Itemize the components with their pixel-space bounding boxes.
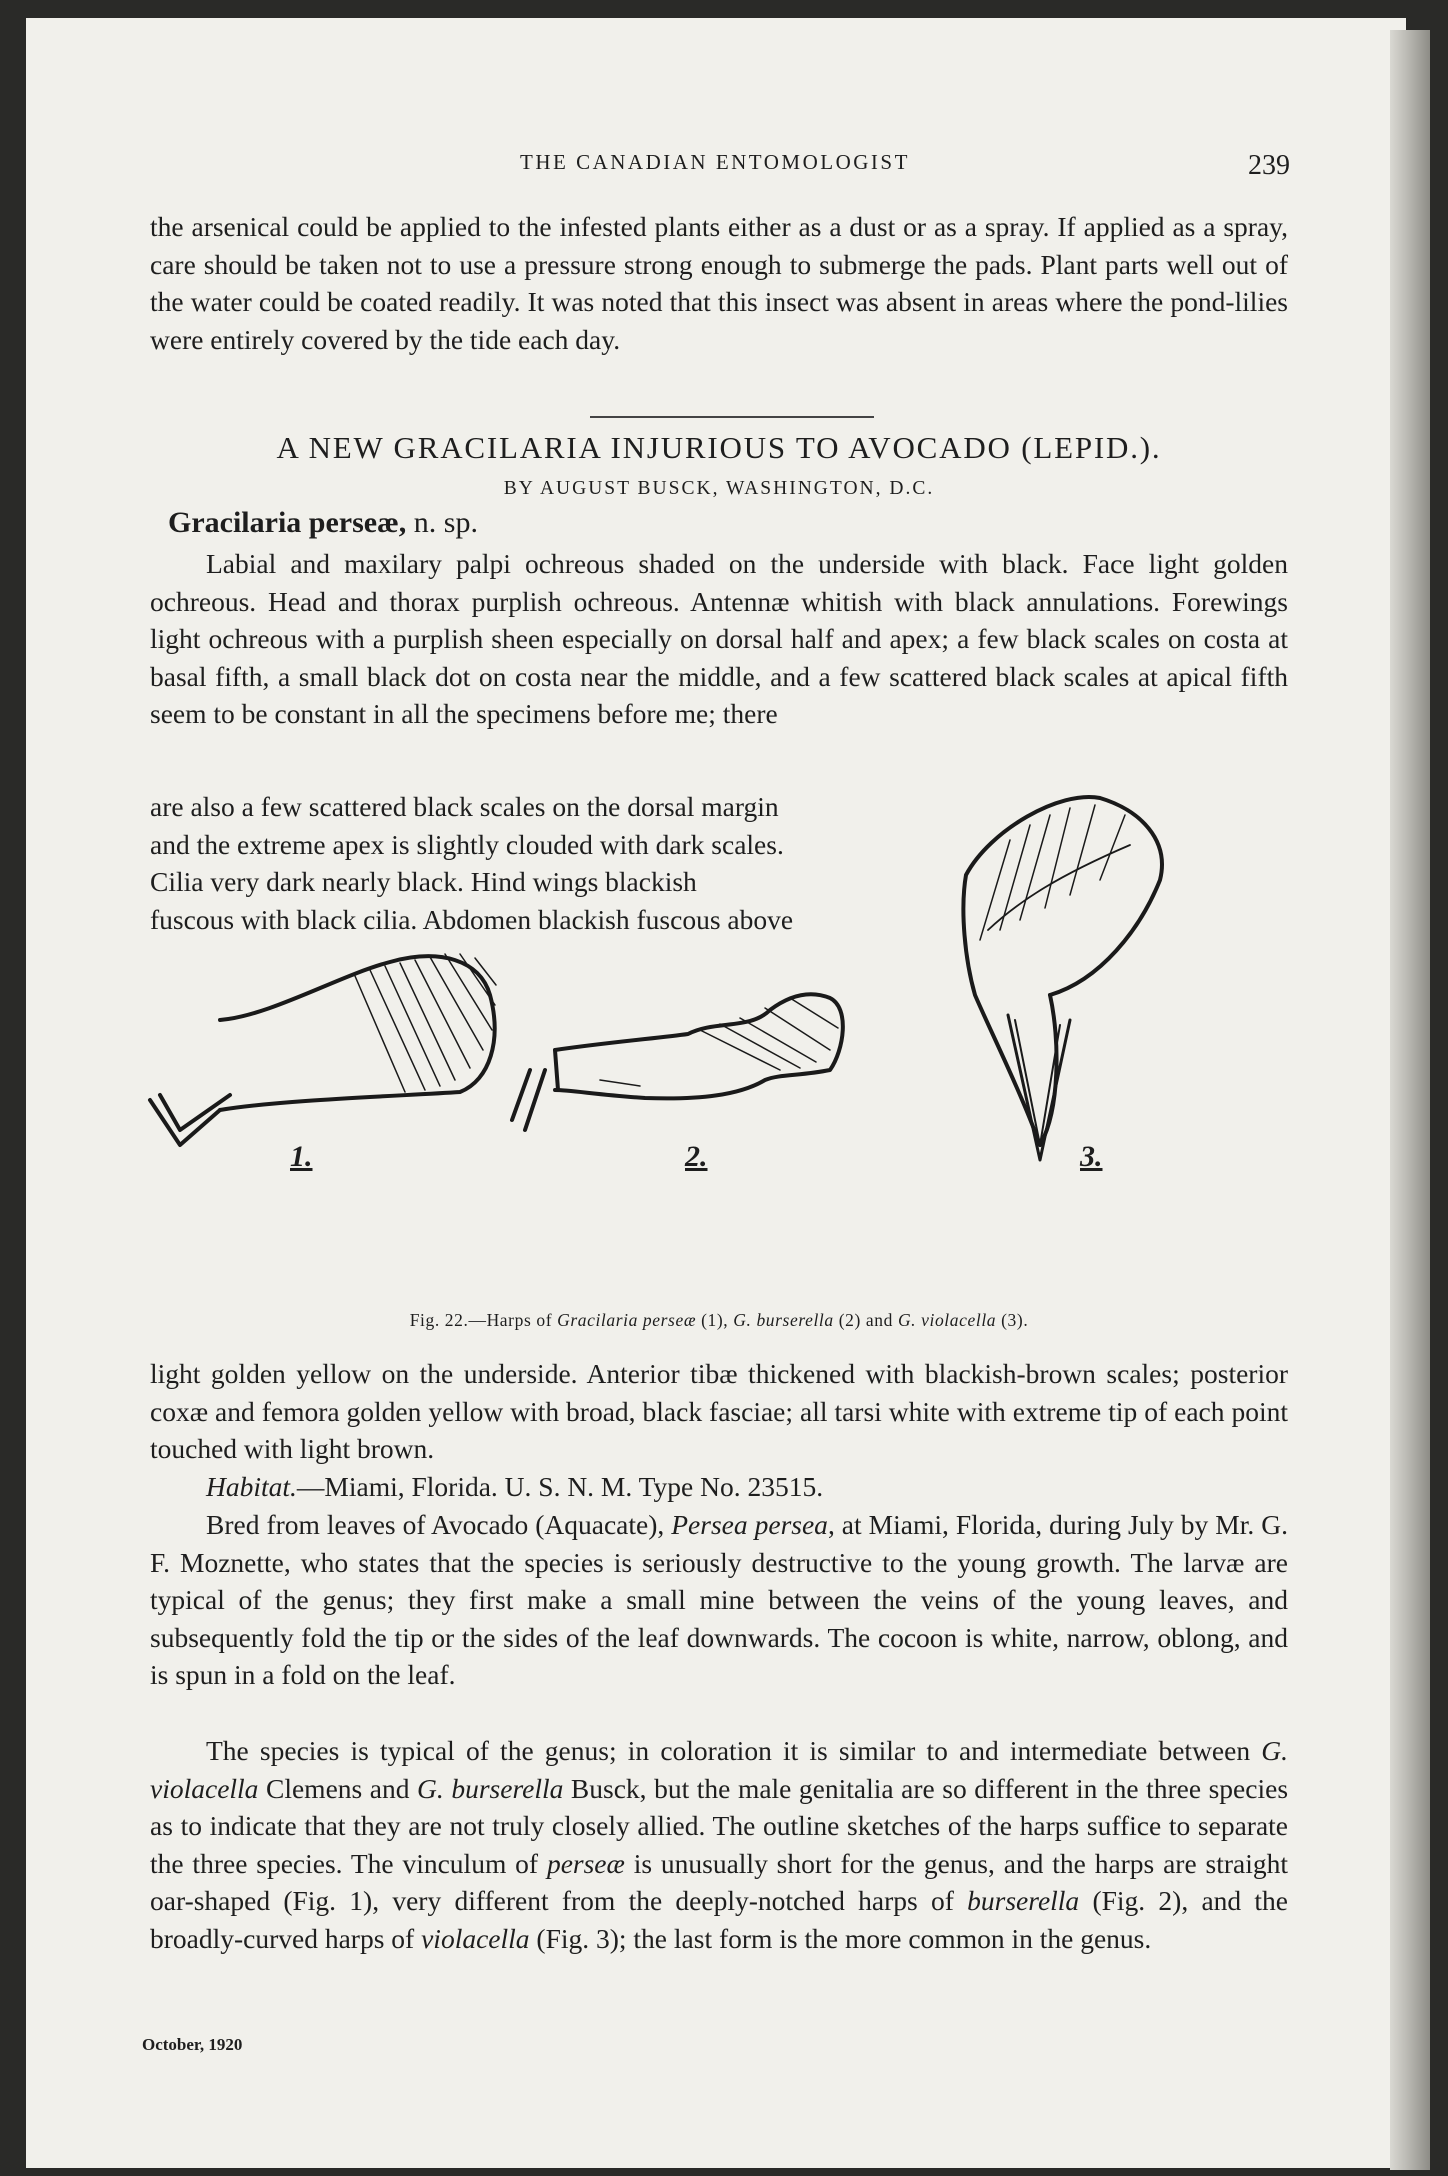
bred-text: Bred from leaves of Avocado (Aquacate), [206,1509,672,1540]
comparison-text: is unusually short for the genus, and the harps are straight oar-shaped (Fig. 1), very different from the deeply-notched harps of [150,1847,1288,1916]
caption-species: G. burserella [733,1310,834,1330]
description-continued: light golden yellow on the underside. Anterior tibæ thickened with blackish-brown scales; posterior coxæ and femora golden yellow with broad, black fasciae; all tarsi white with extreme tip of each point touched with light brown. [150,1358,1288,1464]
caption-text: (3). [996,1310,1029,1330]
caption-text: Fig. 22.—Harps of [409,1310,558,1330]
comparison-text: (Fig. 3); the last form is the more common in the genus. [529,1922,1152,1954]
harp-sketch-1 [150,954,496,1145]
figure-caption [150,1310,1288,1331]
species-name: Gracilaria perseæ, [168,506,407,539]
habitat-text: —Miami, Florida. U. S. N. M. Type No. 23515. [296,1471,824,1502]
description-wrap-line: are also a few scattered black scales on the dorsal margin [150,791,779,822]
figure-label: 1. [290,1140,313,1173]
page-header [150,150,1290,180]
caption-text: (2) and [833,1310,898,1330]
article-title: A NEW GRACILARIA INJURIOUS TO AVOCADO (LEPID.). [276,430,1162,465]
comparison-text: (Fig. 2), and the broadly-curved harps of [150,1885,1288,1954]
caption-text: (1), [696,1310,734,1330]
harp-sketches [140,780,1300,1220]
article-byline: BY AUGUST BUSCK, WASHINGTON, D.C. [503,478,935,499]
comparison-paragraph [150,1732,1288,1957]
description-wrap-line: and the extreme apex is slightly clouded with dark scales. [150,828,784,860]
species-heading [168,506,478,540]
figure-label: 3. [1080,1140,1103,1173]
comparison-species: burserella [967,1885,1080,1916]
bred-paragraph [150,1506,1288,1694]
habitat-label: Habitat. [206,1471,297,1502]
comparison-species: violacella [421,1922,530,1954]
running-head: THE CANADIAN ENTOMOLOGIST [520,150,910,174]
harp-sketch-3 [963,797,1162,1160]
habitat-paragraph [150,1468,1288,1506]
figure-harps [140,780,1300,1220]
comparison-text: Busck, but the male genitalia are so different in the three species as to indicate that they are not truly closely allied. The outline sketches of the harps suffice to separate the three species. The vinculum of [150,1772,1289,1879]
comparison-text: Clemens and [258,1772,418,1804]
figure-label: 2. [685,1140,708,1173]
intro-paragraph: the arsenical could be applied to the infested plants either as a dust or as a spray. If applied as a spray, care should be taken not to use a pressure strong enough to submerge the pads. Plant parts well out of the water could be coated readily. It was noted that this insect was absent in areas where the pond-lilies were entirely covered by the tide each day. [150,211,1288,355]
bred-species: Persea persea [671,1509,828,1540]
caption-species: Gracilaria perseæ [557,1310,697,1330]
section-divider [590,416,874,418]
species-note: n. sp. [413,506,478,539]
comparison-species: G. burserella [417,1772,564,1804]
harp-sketch-2 [512,994,843,1130]
page-number: 239 [1248,150,1290,181]
comparison-species: G. violacella [150,1735,1288,1804]
description-top: Labial and maxilary palpi ochreous shaded on the underside with black. Face light golden ochreous. Head and thorax purplish ochreous. Antennæ whitish with black annulations. Forewings light ochreous with a purplish sheen especially on dorsal half and apex; a few black scales on costa at basal fifth, a small black dot on costa near the middle, and a few scattered black scales at apical fifth seem to be constant in all the specimens before me; there [150,548,1288,729]
comparison-species: perseæ [546,1847,625,1879]
description-wrap-line: fuscous with black cilia. Abdomen blackish fuscous above [150,903,794,935]
caption-species: G. violacella [897,1310,997,1330]
book-spine-shadow [1390,30,1430,2170]
description-wrap-line: Cilia very dark nearly black. Hind wings blackish [150,866,697,897]
issue-date: October, 1920 [142,2035,243,2054]
comparison-text: The species is typical of the genus; in coloration it is similar to and intermediate between [206,1735,1262,1766]
bred-text: , at Miami, Florida, during July by Mr. G. F. Moznette, who states that the species is seriously destructive to the young growth. The larvæ are typical of the genus; they first make a small mine between the veins of the young leaves, and subsequently fold the tip or the sides of the leaf downwards. The cocoon is white, narrow, oblong, and is spun in a fold on the leaf. [150,1509,1288,1690]
